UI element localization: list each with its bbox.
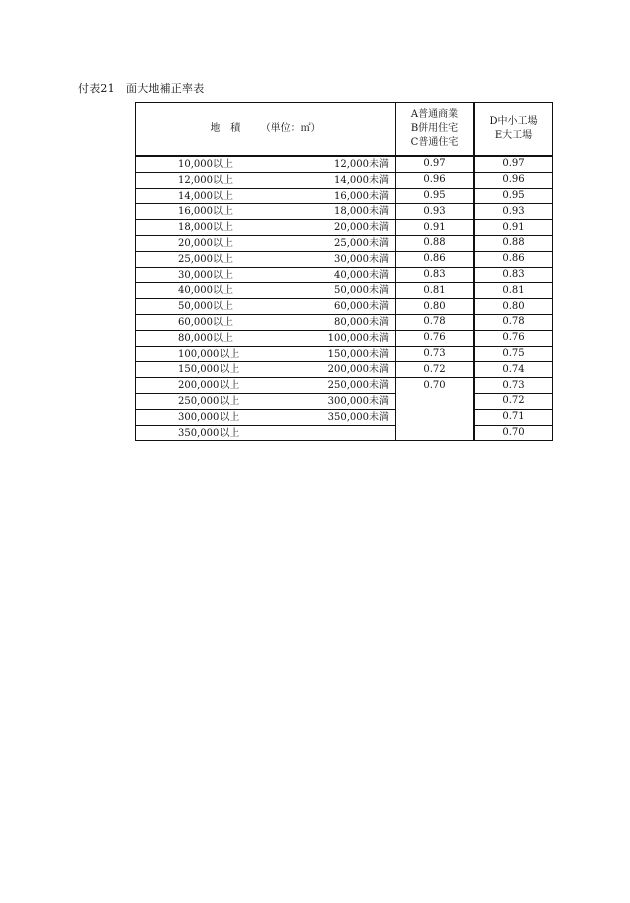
rate-abc-cell: 0.80: [396, 299, 474, 315]
area-from: 50,000以上: [178, 301, 233, 313]
rate-abc-cell: 0.73: [396, 346, 474, 362]
rate-de-cell: 0.97: [475, 156, 553, 172]
table-row: [136, 378, 553, 394]
table-row: [136, 172, 553, 188]
rate-abc-cell: 0.76: [396, 330, 474, 346]
area-range-cell: [136, 393, 396, 409]
rate-de-cell: 0.96: [475, 172, 553, 188]
area-to: 14,000未満: [334, 174, 389, 186]
header-col-de-line: D中小工場: [489, 116, 538, 127]
table-header-row: [136, 103, 553, 157]
area-range-cell: [136, 425, 396, 441]
area-range-cell: [136, 378, 396, 394]
table-row: [136, 330, 553, 346]
rate-de-cell: 0.75: [475, 346, 553, 362]
rate-de-cell: 0.72: [475, 393, 553, 409]
area-to: 250,000未満: [327, 380, 389, 392]
table-row: [136, 314, 553, 330]
area-range-cell: [136, 283, 396, 299]
area-from: 12,000以上: [178, 174, 233, 186]
area-from: 250,000以上: [178, 395, 240, 407]
area-to: 12,000未満: [334, 159, 389, 170]
rate-abc-cell: 0.96: [396, 172, 474, 188]
area-from: 100,000以上: [178, 348, 240, 360]
area-to: 18,000未満: [334, 206, 389, 218]
area-from: 80,000以上: [178, 332, 233, 344]
table-row: [136, 299, 553, 315]
area-range-cell: [136, 235, 396, 251]
rate-abc-cell: 0.91: [396, 220, 474, 236]
header-col-abc: [396, 103, 474, 157]
area-range-cell: [136, 156, 396, 172]
area-from: 200,000以上: [178, 380, 240, 392]
area-to: 50,000未満: [334, 285, 389, 297]
area-from: 40,000以上: [178, 285, 233, 297]
table-row: [136, 425, 553, 441]
area-to: 300,000未満: [327, 395, 389, 407]
rate-de-cell: 0.91: [475, 220, 553, 236]
area-to: 150,000未満: [327, 348, 389, 360]
area-from: 16,000以上: [178, 206, 233, 218]
rate-abc-cell: [396, 425, 474, 441]
area-from: 300,000以上: [178, 411, 240, 423]
rate-de-cell: 0.74: [475, 362, 553, 378]
area-to: 80,000未満: [334, 316, 389, 328]
rate-de-cell: 0.71: [475, 409, 553, 425]
area-range-cell: [136, 172, 396, 188]
rate-de-cell: 0.83: [475, 267, 553, 283]
area-to: 40,000未満: [334, 269, 389, 281]
table-row: [136, 409, 553, 425]
rate-de-cell: 0.86: [475, 251, 553, 267]
table-row: [136, 283, 553, 299]
area-range-cell: [136, 299, 396, 315]
area-range-cell: [136, 204, 396, 220]
rate-de-cell: 0.70: [475, 425, 553, 441]
rate-abc-cell: [396, 409, 474, 425]
area-range-cell: [136, 188, 396, 204]
area-to: 60,000未満: [334, 301, 389, 313]
area-to: 100,000未満: [327, 332, 389, 344]
header-area: [136, 103, 396, 157]
area-to: 20,000未満: [334, 222, 389, 234]
table-row: [136, 220, 553, 236]
table-row: [136, 156, 553, 172]
rate-de-cell: 0.81: [475, 283, 553, 299]
area-to: 350,000未満: [327, 411, 389, 423]
header-unit-label: （単位：㎡）: [260, 123, 321, 134]
area-range-cell: [136, 314, 396, 330]
header-col-abc-line: C普通住宅: [410, 137, 459, 148]
area-to: 200,000未満: [327, 364, 389, 376]
rate-de-cell: 0.76: [475, 330, 553, 346]
area-from: 30,000以上: [178, 269, 233, 281]
rate-de-cell: 0.73: [475, 378, 553, 394]
table-row: [136, 362, 553, 378]
correction-rate-table: [135, 102, 553, 441]
table-row: [136, 393, 553, 409]
table-row: [136, 267, 553, 283]
rate-de-cell: 0.95: [475, 188, 553, 204]
table-body: [136, 156, 553, 441]
rate-de-cell: 0.93: [475, 204, 553, 220]
header-col-abc-line: B併用住宅: [410, 123, 459, 134]
area-from: 20,000以上: [178, 237, 233, 249]
area-range-cell: [136, 346, 396, 362]
table-row: [136, 346, 553, 362]
area-range-cell: [136, 330, 396, 346]
rate-abc-cell: 0.95: [396, 188, 474, 204]
area-from: 60,000以上: [178, 316, 233, 328]
area-from: 25,000以上: [178, 253, 233, 265]
rate-abc-cell: [396, 393, 474, 409]
area-range-cell: [136, 409, 396, 425]
rate-de-cell: 0.88: [475, 235, 553, 251]
rate-abc-cell: 0.83: [396, 267, 474, 283]
area-range-cell: [136, 220, 396, 236]
area-to: 30,000未満: [334, 253, 389, 265]
rate-abc-cell: 0.86: [396, 251, 474, 267]
area-from: 18,000以上: [178, 222, 233, 234]
rate-abc-cell: 0.88: [396, 235, 474, 251]
header-col-de: [475, 103, 553, 157]
table-row: [136, 188, 553, 204]
rate-abc-cell: 0.81: [396, 283, 474, 299]
table-title: 付表21 面大地補正率表: [78, 82, 205, 95]
area-to: 25,000未満: [334, 237, 389, 249]
table-row: [136, 204, 553, 220]
table-row: [136, 235, 553, 251]
area-range-cell: [136, 267, 396, 283]
rate-abc-cell: 0.78: [396, 314, 474, 330]
header-col-abc-line: A普通商業: [410, 109, 459, 120]
rate-de-cell: 0.80: [475, 299, 553, 315]
table-row: [136, 251, 553, 267]
rate-abc-cell: 0.72: [396, 362, 474, 378]
rate-abc-cell: 0.97: [396, 156, 474, 172]
area-from: 14,000以上: [178, 190, 233, 202]
area-from: 150,000以上: [178, 364, 240, 376]
area-from: 350,000以上: [178, 427, 240, 439]
rate-abc-cell: 0.93: [396, 204, 474, 220]
area-from: 10,000以上: [178, 159, 233, 170]
area-range-cell: [136, 251, 396, 267]
area-to: 16,000未満: [334, 190, 389, 202]
header-area-label: 地 積: [210, 123, 241, 134]
rate-abc-cell: 0.70: [396, 378, 474, 394]
area-range-cell: [136, 362, 396, 378]
header-col-de-line: E大工場: [494, 130, 533, 141]
rate-de-cell: 0.78: [475, 314, 553, 330]
